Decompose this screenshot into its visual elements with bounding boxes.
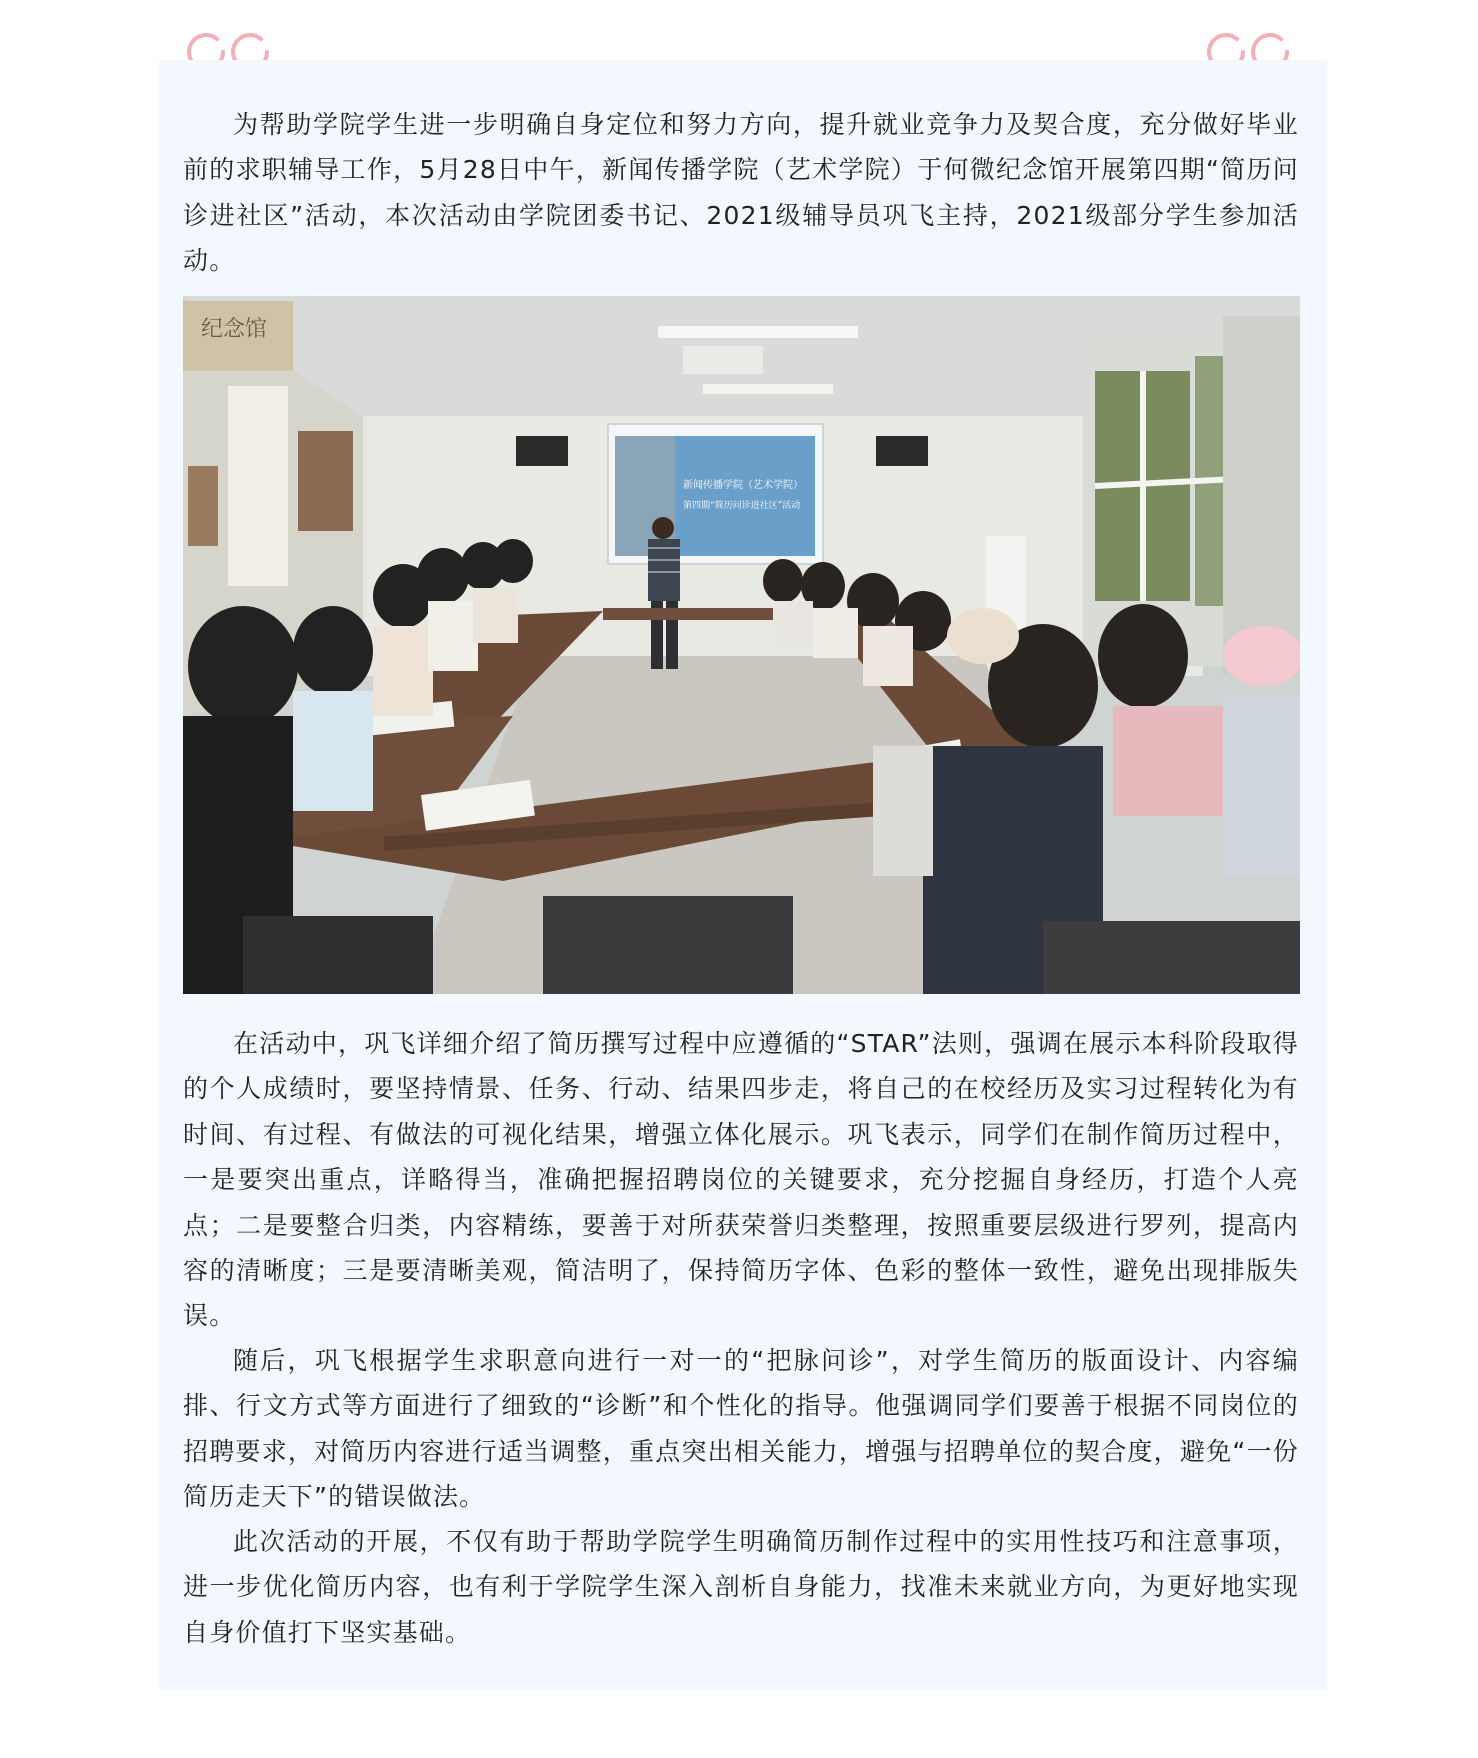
wall-sign-text: 纪念馆 [201,317,268,342]
event-photo [183,296,1300,994]
paragraph-intro: 为帮助学院学生进一步明确自身定位和努力方向，提升就业竞争力及契合度，充分做好毕业前的求职辅导工作，5月28日中午，新闻传播学院（艺术学院）于何微纪念馆开展第四期“简历问诊进社区”活动，本次活动由学院团委书记、2021级辅导员巩飞主持，2021级部分学生参加活动。 [183,110,1299,276]
paragraph-one-on-one: 随后，巩飞根据学生求职意向进行一对一的“把脉问诊”，对学生简历的版面设计、内容编排、行文方式等方面进行了细致的“诊断”和个性化的指导。他强调同学们要善于根据不同岗位的招聘要求，对简历内容进行适当调整，重点突出相关能力，增强与招聘单位的契合度，避免“一份简历走天下”的错误做法。 [183,1346,1299,1512]
paragraph-conclusion: 此次活动的开展，不仅有助于帮助学院学生明确简历制作过程中的实用性技巧和注意事项，进一步优化简历内容，也有利于学院学生深入剖析自身能力，找准未来就业方向，为更好地实现自身价值打下坚实基础。 [183,1527,1299,1647]
slide-subtitle: 第四期“简历问诊进社区”活动 [683,501,801,511]
paragraph-star-method: 在活动中，巩飞详细介绍了简历撰写过程中应遵循的“STAR”法则，强调在展示本科阶段取得的个人成绩时，要坚持情景、任务、行动、结果四步走，将自己的在校经历及实习过程转化为有时间、有过程、有做法的可视化结果，增强立体化展示。巩飞表示，同学们在制作简历过程中，一是要突出重点，详略得当，准确把握招聘岗位的关键要求，充分挖掘自身经历，打造个人亮点；二是要整合归类，内容精练，要善于对所获荣誉归类整理，按照重要层级进行罗列，提高内容的清晰度；三是要清晰美观，简洁明了，保持简历字体、色彩的整体一致性，避免出现排版失误。 [183,1029,1299,1331]
slide-title: 新闻传播学院（艺术学院） [683,480,803,491]
